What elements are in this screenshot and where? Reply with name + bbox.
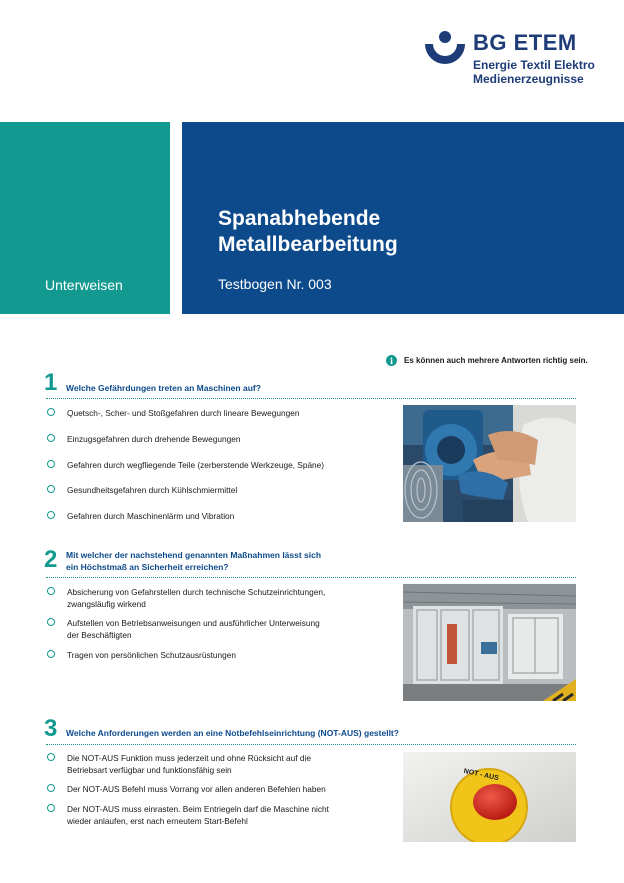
question-1-option-2[interactable] <box>47 433 240 445</box>
question-3-option-1[interactable] <box>47 752 311 776</box>
logo-subtitle-line2: Medienerzeugnisse <box>473 72 584 86</box>
question-1-option-4[interactable] <box>47 484 237 496</box>
document-title <box>218 206 398 258</box>
question-2-option-2[interactable] <box>47 617 320 641</box>
option-label-line1: Der NOT-AUS muss einrasten. Beim Entriegeln darf die Maschine nicht <box>67 804 329 814</box>
question-3-text <box>66 727 399 739</box>
question-1-number: 1 <box>44 369 58 396</box>
option-label: Einzugsgefahren durch drehende Bewegungen <box>67 434 241 444</box>
option-label-line2: zwangsläufig wirkend <box>67 599 146 609</box>
question-1-option-3[interactable] <box>47 459 324 471</box>
question-2-option-3[interactable] <box>47 649 236 661</box>
production-hall-photo <box>403 584 576 701</box>
banner-category-label: Unterweisen <box>45 277 123 293</box>
question-2-text-line1: Mit welcher der nachstehend genannten Maßnahmen lässt sich <box>66 550 322 560</box>
radio-button[interactable] <box>47 434 55 442</box>
option-label: Gesundheitsgefahren durch Kühlschmiermittel <box>67 485 238 495</box>
document-title-line2: Metallbearbeitung <box>218 233 398 256</box>
radio-button[interactable] <box>47 804 55 812</box>
question-1-option-1[interactable] <box>47 407 299 419</box>
radio-button[interactable] <box>47 587 55 595</box>
question-3-number: 3 <box>44 715 58 742</box>
option-label: Quetsch-, Scher- und Stoßgefahren durch lineare Bewegungen <box>67 408 300 418</box>
option-label: Der NOT-AUS Befehl muss Vorrang vor allen anderen Befehlen haben <box>67 784 326 794</box>
logo-subtitle-line1: Energie Textil Elektro <box>473 58 595 72</box>
option-label-line2: Betriebsart verfügbar und funktionsfähig sein <box>67 765 232 775</box>
hint-text: Es können auch mehrere Antworten richtig sein. <box>404 356 588 365</box>
question-3-text-line1: Welche Anforderungen werden an eine Notbefehlseinrichtung (NOT-AUS) gestellt? <box>66 728 399 738</box>
machine-operator-photo <box>403 405 576 522</box>
radio-button[interactable] <box>47 618 55 626</box>
option-label-line1: Absicherung von Gefahrstellen durch technische Schutzeinrichtungen, <box>67 587 326 597</box>
radio-button[interactable] <box>47 511 55 519</box>
option-label <box>67 617 320 641</box>
document-title-line1: Spanabhebende <box>218 207 381 230</box>
option-label: Gefahren durch Maschinenlärm und Vibration <box>67 511 235 521</box>
option-label-line2: wieder anlaufen, erst nach erneutem Start-Befehl <box>67 816 248 826</box>
document-subtitle: Testbogen Nr. 003 <box>218 276 332 292</box>
question-2-text <box>66 549 321 573</box>
option-label <box>67 803 329 827</box>
question-3-option-3[interactable] <box>47 803 329 827</box>
radio-button[interactable] <box>47 784 55 792</box>
option-label-line1: Aufstellen von Betriebsanweisungen und ausführlicher Unterweisung <box>67 618 320 628</box>
radio-button[interactable] <box>47 650 55 658</box>
option-label <box>67 752 311 776</box>
radio-button[interactable] <box>47 460 55 468</box>
option-label: Tragen von persönlichen Schutzausrüstungen <box>67 650 236 660</box>
question-2-text-line2: ein Höchstmaß an Sicherheit erreichen? <box>66 562 229 572</box>
question-1-option-5[interactable] <box>47 510 234 522</box>
question-1-text <box>66 382 261 394</box>
option-label-line1: Die NOT-AUS Funktion muss jederzeit und ohne Rücksicht auf die <box>67 753 311 763</box>
logo-subtitle <box>473 58 595 86</box>
question-3-divider <box>46 744 576 745</box>
emergency-stop-label: NOT - AUS <box>463 767 500 783</box>
bg-etem-logo <box>423 28 613 98</box>
option-label: Gefahren durch wegfliegende Teile (zerberstende Werkzeuge, Späne) <box>67 460 325 470</box>
radio-button[interactable] <box>47 485 55 493</box>
question-1-divider <box>46 398 576 399</box>
option-label <box>67 586 325 610</box>
info-icon: i <box>386 355 397 366</box>
radio-button[interactable] <box>47 753 55 761</box>
question-1-text-line1: Welche Gefährdungen treten an Maschinen auf? <box>66 383 261 393</box>
option-label-line2: der Beschäftigten <box>67 630 132 640</box>
question-3-option-2[interactable] <box>47 783 326 795</box>
question-2-divider <box>46 577 576 578</box>
radio-button[interactable] <box>47 408 55 416</box>
emergency-stop-photo <box>403 752 576 842</box>
question-2-number: 2 <box>44 546 58 573</box>
multiple-answers-hint <box>386 355 588 366</box>
bg-etem-logo-icon <box>423 30 467 66</box>
question-2-option-1[interactable] <box>47 586 325 610</box>
logo-title: BG ETEM <box>473 30 577 55</box>
banner-left-panel <box>0 122 170 314</box>
banner-title-panel <box>182 122 624 314</box>
